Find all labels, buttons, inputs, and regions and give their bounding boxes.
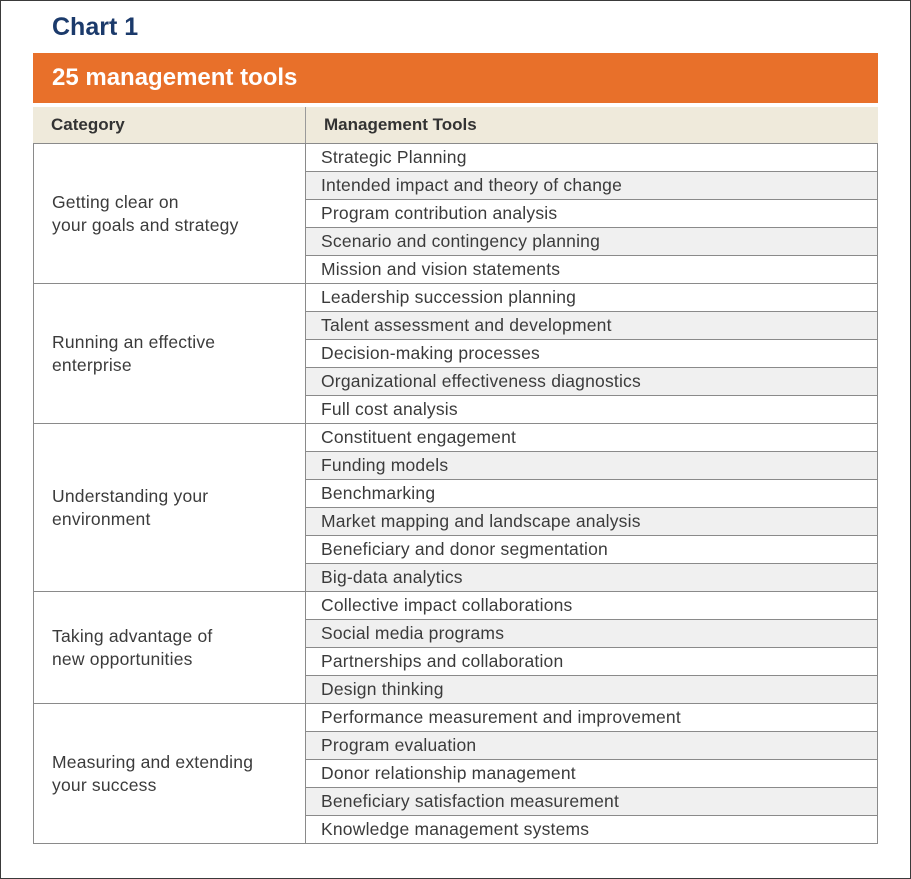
tool-row: Organizational effectiveness diagnostics	[306, 367, 877, 395]
category-cell	[34, 592, 306, 703]
tool-row: Beneficiary and donor segmentation	[306, 535, 877, 563]
tools-list	[306, 704, 877, 843]
category-label-line: Measuring and extending	[52, 751, 254, 772]
tool-row: Mission and vision statements	[306, 255, 877, 283]
category-label-line: environment	[52, 508, 151, 529]
category-label	[52, 751, 253, 797]
category-label-line: new opportunities	[52, 648, 193, 669]
category-group	[34, 592, 877, 704]
tools-list	[306, 144, 877, 283]
tools-list	[306, 424, 877, 591]
tool-row: Social media programs	[306, 619, 877, 647]
tool-row: Strategic Planning	[321, 147, 467, 167]
category-label-line: your goals and strategy	[52, 214, 239, 235]
category-label	[52, 191, 239, 237]
chart-label: Chart 1	[52, 13, 139, 41]
tool-row: Performance measurement and improvement	[321, 707, 681, 727]
tool-row: Intended impact and theory of change	[306, 171, 877, 199]
table-body	[33, 144, 878, 844]
tool-row: Scenario and contingency planning	[306, 227, 877, 255]
table-title: 25 management tools	[52, 64, 298, 91]
tool-row: Beneficiary satisfaction measurement	[306, 787, 877, 815]
tool-row: Partnerships and collaboration	[306, 647, 877, 675]
tool-row: Program evaluation	[306, 731, 877, 759]
category-group	[34, 424, 877, 592]
header-management-tools: Management Tools	[324, 115, 477, 134]
category-label	[52, 331, 215, 377]
tools-list	[306, 284, 877, 423]
category-label-line: Getting clear on	[52, 191, 179, 212]
tool-row: Constituent engagement	[321, 427, 517, 447]
category-label	[52, 485, 208, 531]
tool-row: Full cost analysis	[306, 395, 877, 423]
header-category: Category	[33, 107, 306, 143]
category-cell	[34, 284, 306, 423]
tool-row: Knowledge management systems	[306, 815, 877, 843]
category-group	[34, 144, 877, 284]
category-cell	[34, 424, 306, 591]
tool-row: Big-data analytics	[306, 563, 877, 591]
tool-row: Leadership succession planning	[321, 287, 577, 307]
tool-row: Collective impact collaborations	[321, 595, 573, 615]
category-group	[34, 704, 877, 844]
category-label-line: enterprise	[52, 354, 132, 375]
table-title-bar	[33, 53, 878, 103]
category-label-line: your success	[52, 774, 157, 795]
category-group	[34, 284, 877, 424]
tool-row: Design thinking	[306, 675, 877, 703]
category-label-line: Understanding your	[52, 485, 209, 506]
category-label-line: Running an effective	[52, 331, 216, 352]
category-label-line: Taking advantage of	[52, 625, 213, 646]
tool-row: Market mapping and landscape analysis	[306, 507, 877, 535]
table-header	[33, 107, 878, 144]
category-cell	[34, 144, 306, 283]
tool-row: Benchmarking	[306, 479, 877, 507]
tool-row: Donor relationship management	[306, 759, 877, 787]
tool-row: Talent assessment and development	[306, 311, 877, 339]
tool-row: Funding models	[306, 451, 877, 479]
tool-row: Program contribution analysis	[306, 199, 877, 227]
tool-row: Decision-making processes	[306, 339, 877, 367]
tools-list	[306, 592, 877, 703]
category-label	[52, 625, 212, 671]
category-cell	[34, 704, 306, 843]
